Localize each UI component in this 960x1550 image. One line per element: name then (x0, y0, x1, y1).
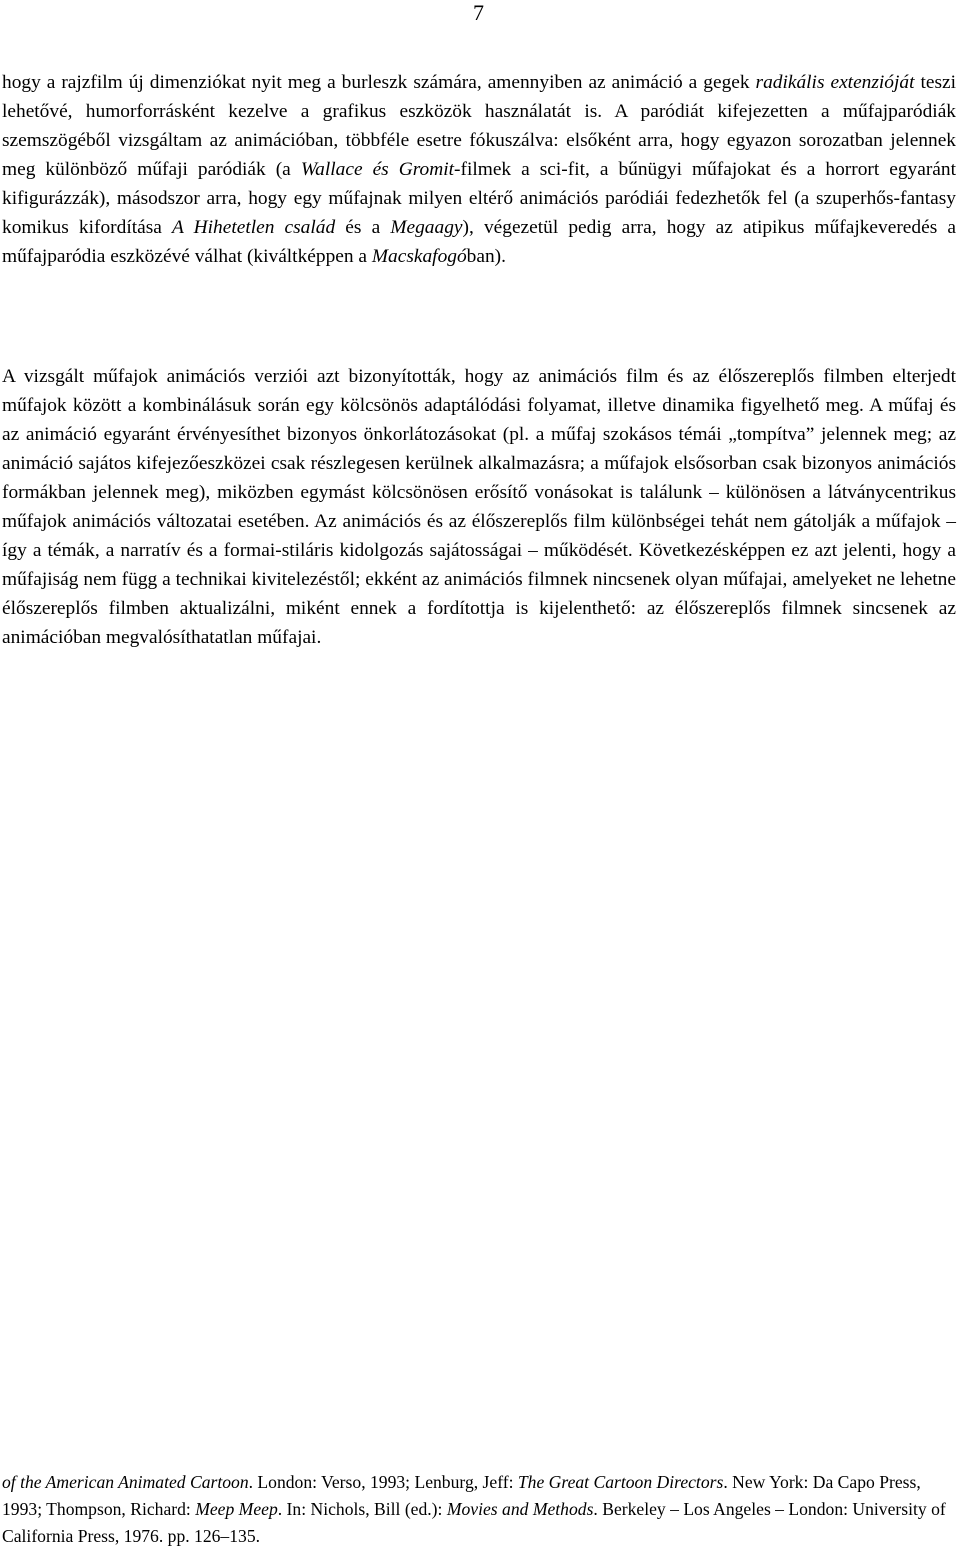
page-number: 7 (473, 0, 484, 25)
text-segment: ), végezetül pedig arra, hogy az atipikus műfajkeveredés a műfajparódia eszközévé válhat (kiváltképpen a (2, 217, 956, 267)
text-segment: hogy a rajzfilm új dimenziókat nyit meg a burleszk számára, amennyiben az animáció a gegek (2, 72, 756, 93)
text-segment: ban). (466, 246, 506, 267)
text-segment: teszi lehetővé, humorforrásként kezelve a grafikus eszközök használatát is. A paródiát kifejezetten a műfajparódiák szemszögéből vizsgáltam az animációban, többféle esetre fókuszálva: elsőként arra, hogy egyazon sorozatban jelennek meg különböző műfaji paródiák (a (2, 72, 956, 180)
italic-text-segment: Movies and Methods (446, 1499, 594, 1519)
text-segment: . London: Verso, 1993; Lenburg, Jeff: (248, 1472, 518, 1492)
text-segment: A vizsgált műfajok animációs verziói azt bizonyították, hogy az animációs film és az élőszereplős filmben elterjedt műfajok között a kombinálásuk során egy kölcsönös adaptálódási folyamat, illetve dinamika figyelhető meg. A műfaj és az animáció egyaránt érvényesíthet bizonyos önkorlátozásokat (pl. a műfaj szokásos témái „tompítva” jelennek meg; az animáció sajátos kifejezőeszközei csak részlegesen kerülnek alkalmazásra; a műfajok elsősorban csak bizonyos animációs formákban jelennek meg), miközben egymást kölcsönösen erősítő vonásokat is találunk – különösen a látványcentrikus műfajok animációs változatai esetében. Az animációs és az élőszereplős film különbségei tehát nem gátolják a műfajok – így a témák, a narratív és a formai-stiláris kidolgozás sajátosságai – működését. Következésképpen ez azt jelenti, hogy a műfajiság nem függ a technikai kivitelezéstől; ekként az animációs filmnek nincsenek olyan műfajai, amelyeket ne lehetne élőszereplős filmben aktualizálni, miként ennek a fordítottja is kijelenthető: az élőszereplős filmnek sincsenek az animációban megvalósíthatatlan műfajai. (2, 366, 956, 648)
italic-text-segment: Wallace és Gromit (300, 159, 455, 180)
text-segment: . New York: Da Capo Press, 1993; Thompson, Richard: (2, 1472, 921, 1519)
body-paragraph-2 (2, 362, 956, 652)
italic-text-segment: of the American Animated Cartoon (2, 1472, 249, 1492)
italic-text-segment: radikális extenzióját (755, 72, 915, 93)
text-segment: . Berkeley – Los Angeles – London: University of California Press, 1976. pp. 126–135. (2, 1499, 946, 1546)
text-segment: és a (335, 217, 391, 238)
italic-text-segment: A Hihetetlen család (172, 217, 336, 238)
footnote-text (2, 1469, 956, 1550)
text-segment: -filmek a sci-fit, a bűnügyi műfajokat és a horrort egyaránt kifigurázzák), másodszor arra, hogy egy műfajnak milyen eltérő animációs paródiái fedezhetők fel (a szuperhős-fantasy komikus kifordítása (2, 159, 956, 238)
footnote (2, 1469, 956, 1550)
paragraph-text (2, 68, 956, 271)
italic-text-segment: The Great Cartoon Directors (517, 1472, 724, 1492)
italic-text-segment: Macskafogó (371, 246, 467, 267)
text-segment: . In: Nichols, Bill (ed.): (277, 1499, 447, 1519)
body-paragraph-1 (2, 68, 956, 271)
paragraph-text (2, 362, 956, 652)
italic-text-segment: Megaagy (390, 217, 463, 238)
italic-text-segment: Meep Meep (195, 1499, 278, 1519)
